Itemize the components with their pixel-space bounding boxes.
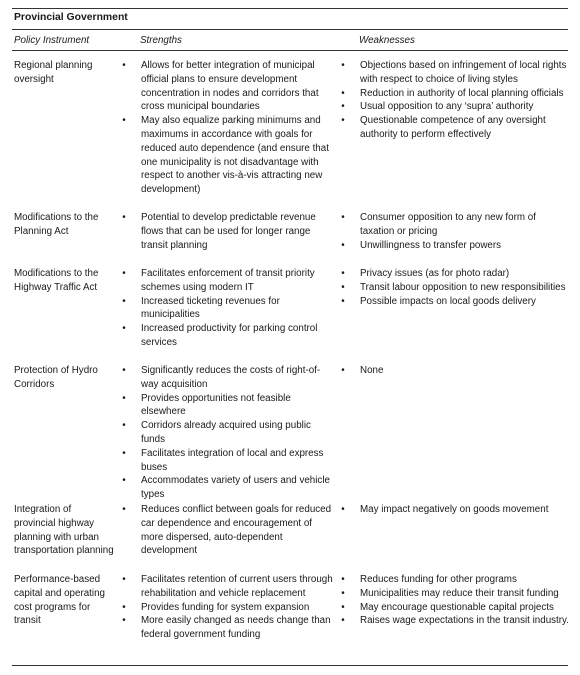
strengths-list [119, 211, 337, 252]
strength-text: Allows for better integration of municipal official plans to ensure development concentration in nodes and corridors that cross municipal boundaries [141, 60, 319, 113]
weaknesses-list [338, 503, 570, 517]
strength-text: Significantly reduces the costs of right-of-way acquisition [141, 365, 321, 390]
weakness-item [338, 59, 570, 87]
weaknesses-list [338, 267, 570, 308]
strength-text: Accommodates variety of users and vehicle types [141, 475, 330, 501]
policy-instrument: Performance-based capital and operating cost programs for transit [14, 574, 105, 627]
weakness-item [338, 614, 570, 628]
strength-text: Corridors already acquired using public funds [141, 420, 311, 445]
strength-text: Facilitates enforcement of transit priority schemes using modern IT [141, 268, 315, 293]
bullet-icon: • [122, 60, 126, 71]
strength-text: Reduces conflict between goals for reduced car dependence and encouragement of more dispersed, auto-dependent development [141, 504, 332, 557]
weakness-text: Possible impacts on local goods delivery [360, 295, 536, 307]
header-rule [12, 50, 568, 51]
title-rule [12, 29, 568, 30]
bullet-icon: • [341, 239, 345, 251]
bullet-icon: • [341, 268, 345, 279]
strength-text: Increased ticketing revenues for municipalities [141, 295, 280, 321]
weakness-text: Raises wage expectations in the transit industry. [360, 615, 569, 627]
weaknesses-list [338, 59, 570, 142]
bullet-icon: • [122, 323, 126, 335]
strength-item [119, 364, 337, 392]
bullet-icon: • [122, 420, 126, 432]
bullet-icon: • [122, 365, 126, 376]
bullet-icon: • [341, 101, 345, 113]
weaknesses-list [338, 211, 570, 252]
weakness-item [338, 114, 570, 142]
policy-instrument: Regional planning oversight [14, 60, 93, 85]
bullet-icon: • [122, 268, 126, 279]
bullet-icon: • [122, 601, 126, 613]
weaknesses-list [338, 573, 570, 628]
bottom-rule [12, 665, 568, 666]
strength-item [119, 573, 337, 601]
weakness-item [338, 281, 570, 295]
weakness-text: Objections based on infringement of local rights with respect to choice of living styles [360, 60, 567, 85]
strength-item [119, 295, 337, 323]
strength-item [119, 474, 337, 502]
strength-text: More easily changed as needs change than federal government funding [141, 615, 331, 641]
table-title: Provincial Government [14, 12, 128, 23]
strength-item [119, 614, 337, 642]
strength-item [119, 322, 337, 350]
strength-item [119, 601, 337, 615]
strength-item [119, 392, 337, 420]
weakness-item [338, 295, 570, 309]
bullet-icon: • [122, 295, 126, 307]
strengths-list [119, 267, 337, 350]
strength-item [119, 114, 337, 197]
bullet-icon: • [341, 87, 345, 99]
strength-text: Facilitates retention of current users through rehabilitation and vehicle replacement [141, 574, 333, 599]
header-strengths: Strengths [140, 35, 182, 46]
weakness-item [338, 503, 570, 517]
bullet-icon: • [341, 504, 345, 515]
weakness-text: Reduction in authority of local planning officials [360, 87, 564, 99]
bullet-icon: • [341, 295, 345, 307]
strengths-list [119, 59, 337, 197]
bullet-icon: • [122, 574, 126, 585]
weakness-item [338, 573, 570, 587]
weakness-item [338, 211, 570, 239]
strength-text: Facilitates integration of local and express buses [141, 447, 324, 473]
strength-text: Potential to develop predictable revenue flows that can be used for longer range transit planning [141, 212, 316, 251]
weakness-text: Consumer opposition to any new form of taxation or pricing [360, 212, 536, 237]
weakness-item [338, 364, 570, 378]
weakness-text: Municipalities may reduce their transit funding [360, 587, 559, 599]
bullet-icon: • [341, 115, 345, 127]
strength-item [119, 211, 337, 252]
bullet-icon: • [341, 615, 345, 627]
weakness-text: Usual opposition to any ‘supra’ authority [360, 101, 534, 113]
weakness-text: Reduces funding for other programs [360, 574, 517, 585]
weakness-item [338, 267, 570, 281]
bullet-icon: • [122, 475, 126, 487]
weakness-item [338, 87, 570, 101]
policy-instrument: Modifications to the Planning Act [14, 212, 99, 237]
bullet-icon: • [122, 212, 126, 223]
bullet-icon: • [122, 115, 126, 127]
weakness-text: Unwillingness to transfer powers [360, 239, 502, 251]
bullet-icon: • [341, 281, 345, 293]
weakness-text: None [360, 365, 384, 376]
weakness-text: May impact negatively on goods movement [360, 504, 549, 515]
header-weaknesses: Weaknesses [359, 35, 415, 46]
weakness-item [338, 601, 570, 615]
bullet-icon: • [341, 574, 345, 585]
header-policy-instrument: Policy Instrument [14, 35, 90, 46]
weakness-text: Privacy issues (as for photo radar) [360, 268, 510, 279]
bullet-icon: • [341, 60, 345, 71]
weakness-text: May encourage questionable capital projects [360, 601, 554, 613]
policy-instrument: Modifications to the Highway Traffic Act [14, 268, 99, 293]
weakness-item [338, 100, 570, 114]
bullet-icon: • [122, 392, 126, 404]
strengths-list [119, 364, 337, 502]
strength-item [119, 267, 337, 295]
bullet-icon: • [341, 601, 345, 613]
weakness-text: Questionable competence of any oversight authority to perform effectively [360, 115, 546, 140]
strength-item [119, 447, 337, 475]
strength-text: Increased productivity for parking control services [141, 323, 318, 348]
strength-item [119, 503, 337, 558]
weakness-text: Transit labour opposition to new responsibilities [360, 281, 566, 293]
strength-item [119, 419, 337, 447]
strength-item [119, 59, 337, 114]
strength-text: May also equalize parking minimums and maximums in accordance with goals for reduced auto dependence (and ensure that one municipality is not disadvantage with respect to another vis-à-vis attracting new development) [141, 115, 329, 196]
strengths-list [119, 503, 337, 558]
bullet-icon: • [341, 587, 345, 599]
weakness-item [338, 587, 570, 601]
policy-instrument: Protection of Hydro Corridors [14, 365, 98, 390]
weakness-item [338, 239, 570, 253]
top-rule [12, 8, 568, 9]
strength-text: Provides opportunities not feasible elsewhere [141, 392, 291, 418]
bullet-icon: • [341, 365, 345, 376]
bullet-icon: • [122, 447, 126, 459]
bullet-icon: • [341, 212, 345, 223]
policy-instrument: Integration of provincial highway planning with urban transportation planning [14, 504, 114, 557]
strength-text: Provides funding for system expansion [141, 601, 310, 613]
strengths-list [119, 573, 337, 642]
bullet-icon: • [122, 504, 126, 515]
bullet-icon: • [122, 615, 126, 627]
weaknesses-list [338, 364, 570, 378]
